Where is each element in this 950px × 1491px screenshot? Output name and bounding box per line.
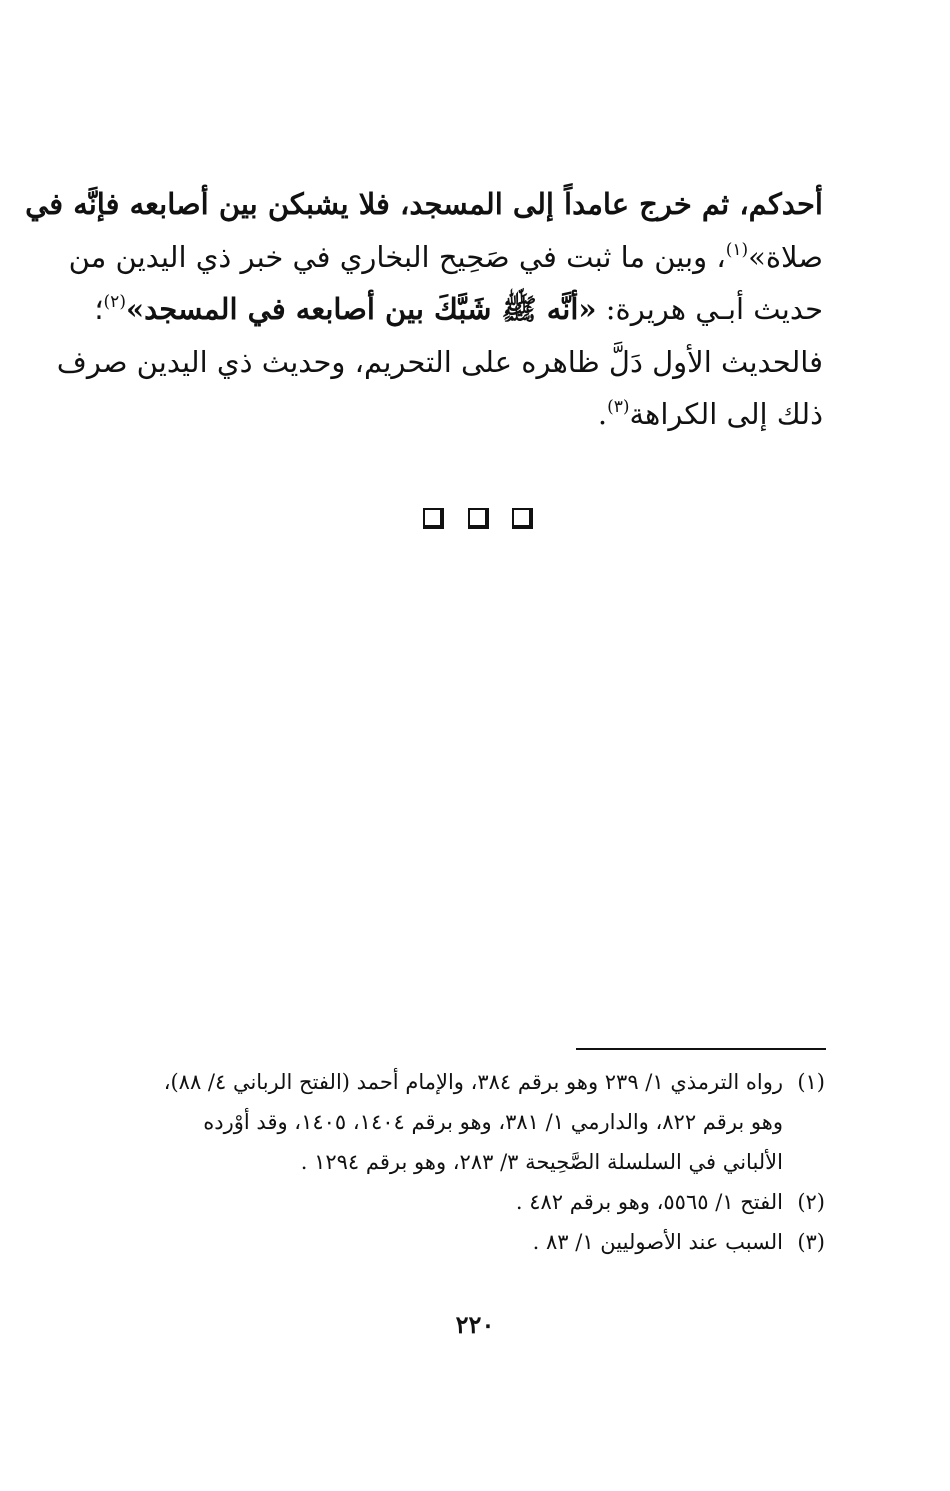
body-line-2-start: صلاة» bbox=[748, 239, 823, 274]
square-ornament-icon bbox=[423, 508, 444, 529]
body-line-5 bbox=[125, 388, 823, 441]
body-line-2 bbox=[68, 231, 823, 284]
square-ornament-icon bbox=[512, 508, 533, 529]
body-line-4: فالحديث الأول دَلَّ ظاهره على التحريم، وحديث ذي اليدين صرف bbox=[56, 344, 823, 379]
footnote-ref-2[interactable]: (٢) bbox=[103, 292, 126, 312]
footnote-number: (١) bbox=[797, 1070, 825, 1094]
footnote-2 bbox=[125, 1182, 825, 1222]
footnotes bbox=[125, 1062, 825, 1262]
footnote-1-line-3: الألباني في السلسلة الصَّحِيحة ٣/ ٢٨٣، وهو برقم ١٢٩٤ . bbox=[300, 1150, 783, 1174]
body-line-3-start: حديث أبـي هريرة: bbox=[596, 292, 823, 326]
footnote-number: (٣) bbox=[797, 1230, 825, 1254]
section-separator bbox=[423, 503, 533, 533]
footnote-ref-1[interactable]: (١) bbox=[725, 239, 749, 260]
body-line-5-start: ذلك إلى الكراهة bbox=[629, 397, 823, 431]
body-line-3 bbox=[94, 283, 823, 336]
footnote-separator-rule bbox=[576, 1048, 826, 1050]
footnote-ref-3[interactable]: (٣) bbox=[607, 397, 630, 417]
body-line-1: أحدكم، ثم خرج عامداً إلى المسجد، فلا يشبكن بين أصابعه فإنَّه في bbox=[25, 187, 823, 221]
footnote-1-line-1 bbox=[125, 1062, 825, 1102]
footnote-text: الفتح ١/ ٥٥٦٥، وهو برقم ٤٨٢ . bbox=[515, 1190, 783, 1214]
footnote-text: السبب عند الأصوليين ١/ ٨٣ . bbox=[532, 1230, 783, 1254]
body-line-2-end: ، وبين ما ثبت في صَحِيح البخاري في خبر ذي اليدين من bbox=[68, 239, 726, 274]
body-line-5-end: . bbox=[597, 397, 608, 431]
main-text bbox=[25, 178, 823, 441]
footnote-1-line-2: وهو برقم ٨٢٢، والدارمي ١/ ٣٨١، وهو برقم ١٤٠٤، ١٤٠٥، وقد أوْرده bbox=[203, 1110, 783, 1134]
footnote-number: (٢) bbox=[797, 1190, 825, 1214]
square-ornament-icon bbox=[468, 508, 489, 529]
footnote-text: رواه الترمذي ١/ ٢٣٩ وهو برقم ٣٨٤، والإمام أحمد (الفتح الرباني ٤/ ٨٨)، bbox=[163, 1070, 783, 1094]
hadith-quote: «أنَّه ﷺ شَبَّكَ بين أصابعه في المسجد» bbox=[125, 292, 597, 326]
page-number: ٢٢٠ bbox=[455, 1310, 495, 1339]
body-line-3-end: ؛ bbox=[94, 292, 104, 326]
footnote-3 bbox=[125, 1222, 825, 1262]
